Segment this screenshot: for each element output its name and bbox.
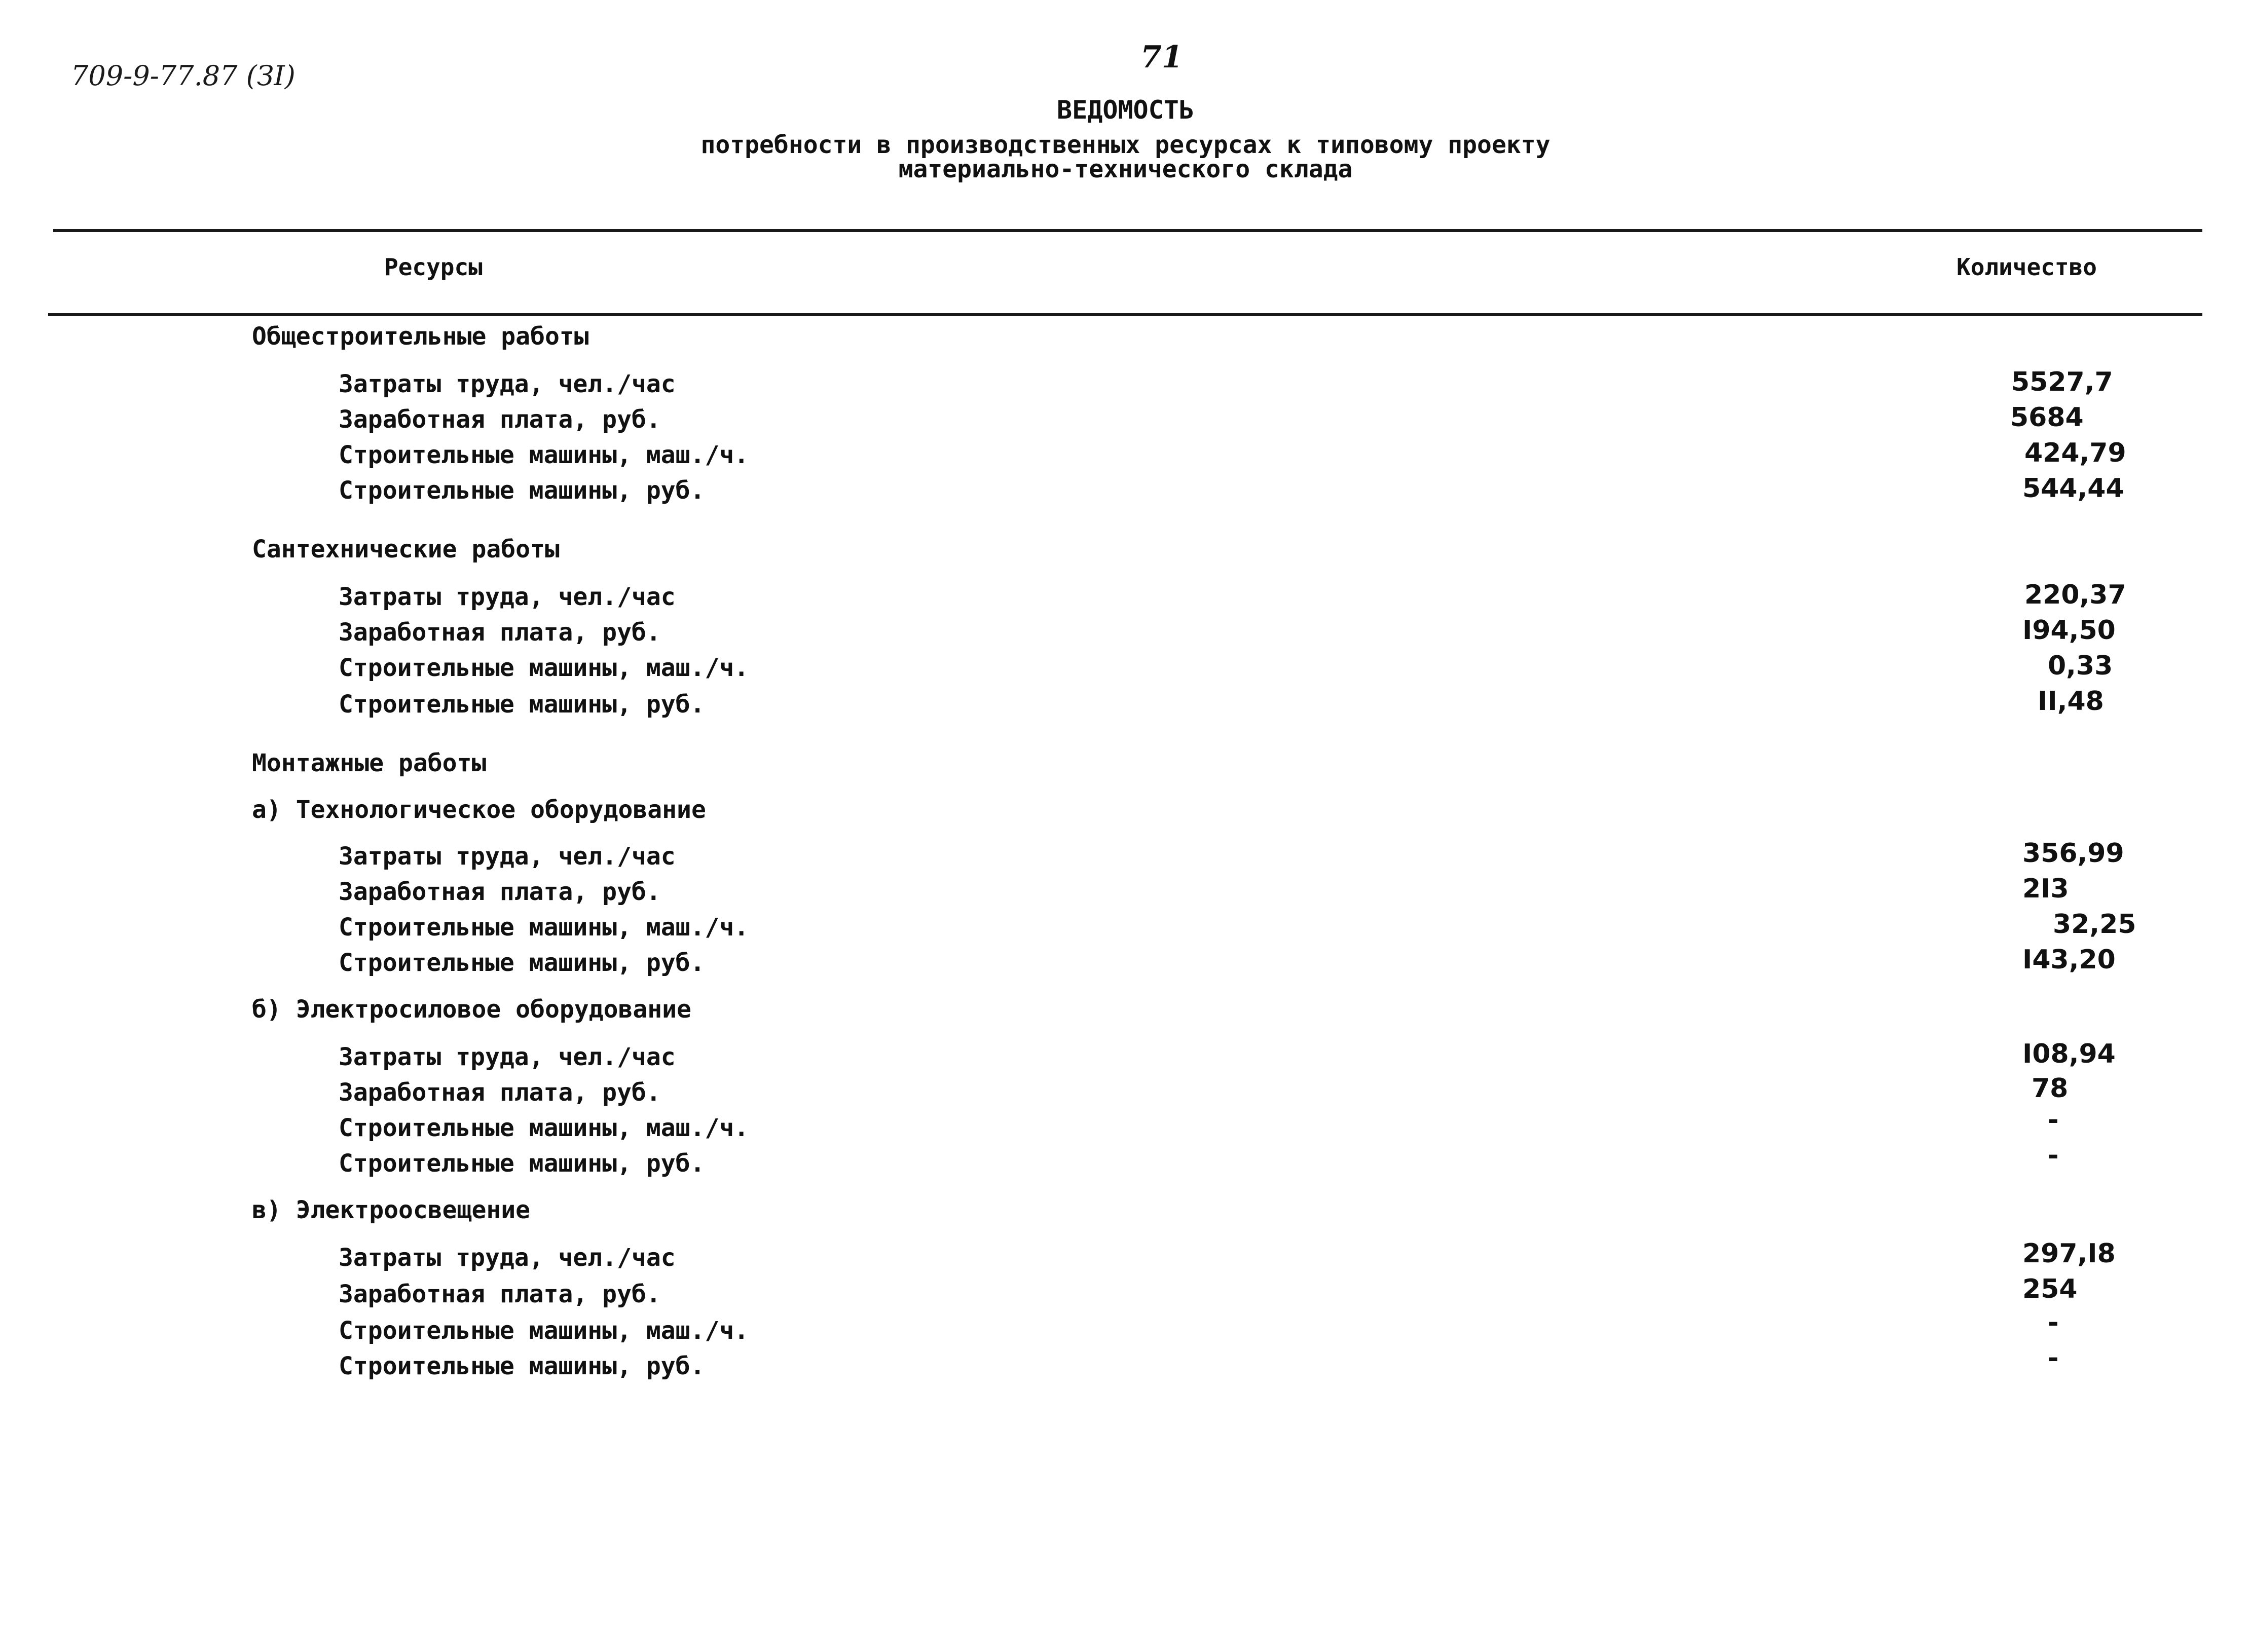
- item-label: Строительные машины, маш./ч.: [339, 1114, 749, 1142]
- item-value: 0,33: [2048, 651, 2113, 681]
- section-title: Сантехнические работы: [252, 535, 560, 564]
- item-value: I94,50: [2022, 615, 2116, 646]
- document-subtitle: [0, 133, 2251, 181]
- item-label: Заработная плата, руб.: [339, 405, 661, 434]
- subtitle-line-2: материально-технического склада: [898, 155, 1353, 183]
- subtitle-line-1: потребности в производственных ресурсах к типовому проекту: [700, 131, 1551, 159]
- item-value: 254: [2022, 1274, 2078, 1304]
- item-label: Строительные машины, руб.: [339, 949, 705, 977]
- item-value: 32,25: [2053, 909, 2136, 940]
- column-header-quantity: Количество: [1957, 253, 2097, 281]
- item-label: Затраты труда, чел./час: [339, 370, 676, 398]
- table-header-rule: [48, 313, 2202, 316]
- item-value: I08,94: [2022, 1039, 2116, 1069]
- item-value: 78: [2032, 1073, 2069, 1104]
- item-value: 2I3: [2022, 874, 2069, 904]
- item-label: Строительные машины, маш./ч.: [339, 913, 749, 942]
- item-label: Строительные машины, маш./ч.: [339, 1317, 749, 1345]
- item-value: 297,I8: [2022, 1238, 2116, 1269]
- section-title: Общестроительные работы: [252, 322, 589, 351]
- item-label: Затраты труда, чел./час: [339, 583, 676, 611]
- item-label: Заработная плата, руб.: [339, 618, 661, 647]
- section-title: а) Технологическое оборудование: [252, 796, 706, 824]
- item-value: I43,20: [2022, 945, 2116, 975]
- item-label: Строительные машины, руб.: [339, 1352, 705, 1380]
- item-label: Затраты труда, чел./час: [339, 1244, 676, 1272]
- item-label: Заработная плата, руб.: [339, 1280, 661, 1308]
- section-title: б) Электросиловое оборудование: [252, 995, 691, 1024]
- item-value: 5684: [2010, 402, 2084, 433]
- section-title: Монтажные работы: [252, 749, 487, 777]
- item-value: 356,99: [2022, 838, 2124, 869]
- item-value: II,48: [2038, 686, 2104, 717]
- page-number: 71: [1140, 40, 1183, 75]
- item-label: Затраты труда, чел./час: [339, 1043, 676, 1071]
- item-value: -: [2048, 1105, 2059, 1135]
- item-value: 220,37: [2024, 580, 2126, 610]
- item-value: 424,79: [2024, 438, 2126, 468]
- item-label: Строительные машины, маш./ч.: [339, 441, 749, 469]
- item-value: -: [2048, 1140, 2059, 1171]
- document-title: ВЕДОМОСТЬ: [1057, 95, 1194, 125]
- item-label: Строительные машины, руб.: [339, 690, 705, 719]
- item-label: Строительные машины, маш./ч.: [339, 654, 749, 682]
- item-label: Затраты труда, чел./час: [339, 842, 676, 871]
- table-top-rule: [53, 229, 2202, 232]
- section-title: в) Электроосвещение: [252, 1196, 531, 1224]
- item-label: Заработная плата, руб.: [339, 1078, 661, 1107]
- item-value: 5527,7: [2011, 367, 2113, 397]
- item-value: 544,44: [2022, 473, 2124, 504]
- item-value: -: [2048, 1343, 2059, 1373]
- item-label: Строительные машины, руб.: [339, 1149, 705, 1178]
- item-value: -: [2048, 1307, 2059, 1338]
- doc-code: 709-9-77.87 (ЗI): [71, 60, 296, 92]
- column-header-resources: Ресурсы: [384, 253, 483, 281]
- item-label: Строительные машины, руб.: [339, 476, 705, 505]
- item-label: Заработная плата, руб.: [339, 878, 661, 906]
